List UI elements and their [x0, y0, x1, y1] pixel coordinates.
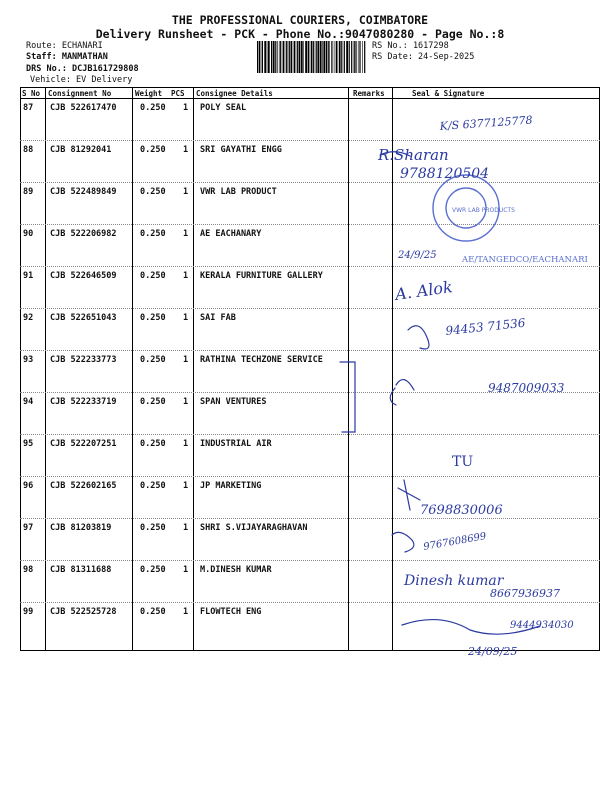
cell-consignment: CJB 522651043: [50, 313, 117, 323]
cell-consignee: KERALA FURNITURE GALLERY: [200, 271, 323, 281]
cell-consignee: SHRI S.VIJAYARAGHAVAN: [200, 523, 308, 533]
cell-consignment: CJB 522489849: [50, 187, 117, 197]
cell-consignment: CJB 81203819: [50, 523, 112, 533]
company-title: THE PROFESSIONAL COURIERS, COIMBATORE: [171, 13, 429, 27]
col-header-remarks: Remarks: [353, 89, 385, 98]
col-header-signature: Seal & Signature: [412, 89, 485, 98]
cell-consignee: INDUSTRIAL AIR: [200, 439, 272, 449]
cell-pcs: 1: [183, 103, 189, 113]
staff-label: Staff: MANMATHAN: [26, 52, 108, 62]
cell-consignee: JP MARKETING: [200, 481, 262, 491]
sig-99-date: 24/09/25: [468, 645, 518, 658]
col-header-consignee: Consignee Details: [196, 89, 273, 98]
cell-sno: 94: [23, 397, 34, 407]
col-header-consignment: Consignment No: [48, 89, 112, 98]
cell-weight: 0.250: [140, 481, 166, 491]
cell-pcs: 1: [183, 523, 189, 533]
cell-weight: 0.250: [140, 229, 166, 239]
cell-sno: 96: [23, 481, 34, 491]
col-header-sno: S No: [22, 89, 41, 98]
cell-sno: 95: [23, 439, 34, 449]
cell-sno: 98: [23, 565, 34, 575]
cell-weight: 0.250: [140, 565, 166, 575]
cell-consignee: AE EACHANARY: [200, 229, 262, 239]
sig-95: TU: [452, 454, 474, 470]
sig-93-94: 9487009033: [488, 381, 565, 395]
sig-97: 9767608699: [422, 531, 488, 553]
route-label: Route: ECHANARI: [26, 41, 103, 51]
cell-consignee: SAI FAB: [200, 313, 236, 323]
cell-consignee: SPAN VENTURES: [200, 397, 267, 407]
cell-sno: 87: [23, 103, 34, 113]
sig-98-phone: 8667936937: [490, 587, 560, 600]
cell-sno: 93: [23, 355, 34, 365]
sig-92: 94453 71536: [444, 315, 527, 338]
cell-weight: 0.250: [140, 397, 166, 407]
cell-pcs: 1: [183, 397, 189, 407]
drs-number: DRS No.: DCJB161729808: [26, 64, 139, 74]
cell-consignment: CJB 522207251: [50, 439, 117, 449]
cell-pcs: 1: [183, 355, 189, 365]
cell-weight: 0.250: [140, 439, 166, 449]
cell-weight: 0.250: [140, 313, 166, 323]
sig-96: 7698830006: [420, 503, 503, 518]
sig-87: K/S 6377125778: [439, 113, 533, 133]
cell-pcs: 1: [183, 271, 189, 281]
cell-consignee: RATHINA TECHZONE SERVICE: [200, 355, 323, 365]
cell-consignment: CJB 81311688: [50, 565, 112, 575]
sig-88-name: R.Sharan: [378, 146, 449, 164]
cell-sno: 91: [23, 271, 34, 281]
sig-91: A. Alok: [393, 277, 454, 304]
col-header-weight: Weight: [135, 89, 163, 98]
rs-date: RS Date: 24-Sep-2025: [372, 52, 475, 62]
cell-consignee: SRI GAYATHI ENGG: [200, 145, 282, 155]
cell-weight: 0.250: [140, 187, 166, 197]
cell-weight: 0.250: [140, 103, 166, 113]
cell-sno: 88: [23, 145, 34, 155]
cell-sno: 99: [23, 607, 34, 617]
stamp-text: VWR LAB PRODUCTS: [452, 207, 515, 214]
vehicle-label: Vehicle: EV Delivery: [30, 75, 133, 85]
rs-number: RS No.: 1617298: [372, 41, 449, 51]
cell-sno: 90: [23, 229, 34, 239]
col-header-pcs: PCS: [171, 89, 185, 98]
sig-98-name: Dinesh kumar: [404, 573, 504, 589]
cell-pcs: 1: [183, 607, 189, 617]
cell-consignment: CJB 522525728: [50, 607, 117, 617]
cell-consignment: CJB 522233719: [50, 397, 117, 407]
cell-consignment: CJB 522617470: [50, 103, 117, 113]
runsheet-table: [20, 87, 600, 650]
cell-sno: 97: [23, 523, 34, 533]
cell-sno: 89: [23, 187, 34, 197]
cell-pcs: 1: [183, 313, 189, 323]
cell-pcs: 1: [183, 439, 189, 449]
cell-pcs: 1: [183, 481, 189, 491]
cell-sno: 92: [23, 313, 34, 323]
cell-consignee: VWR LAB PRODUCT: [200, 187, 277, 197]
cell-consignee: M.DINESH KUMAR: [200, 565, 272, 575]
cell-consignment: CJB 522602165: [50, 481, 117, 491]
barcode-icon: [257, 41, 367, 73]
cell-weight: 0.250: [140, 523, 166, 533]
cell-consignment: CJB 522233773: [50, 355, 117, 365]
cell-consignee: POLY SEAL: [200, 103, 247, 113]
cell-consignment: CJB 522646509: [50, 271, 117, 281]
runsheet-subtitle: Delivery Runsheet - PCK - Phone No.:9047080280 - Page No.:8: [95, 27, 505, 41]
sig-99-phone: 9444934030: [510, 620, 574, 631]
cell-weight: 0.250: [140, 607, 166, 617]
sig-90-date: 24/9/25: [398, 250, 437, 261]
cell-pcs: 1: [183, 565, 189, 575]
cell-pcs: 1: [183, 145, 189, 155]
cell-consignment: CJB 81292041: [50, 145, 112, 155]
cell-consignee: FLOWTECH ENG: [200, 607, 262, 617]
stamp-90: AE/TANGEDCO/EACHANARI: [462, 255, 588, 265]
cell-pcs: 1: [183, 187, 189, 197]
sig-88-phone: 9788120504: [400, 166, 490, 182]
cell-weight: 0.250: [140, 355, 166, 365]
cell-weight: 0.250: [140, 271, 166, 281]
cell-weight: 0.250: [140, 145, 166, 155]
cell-pcs: 1: [183, 229, 189, 239]
cell-consignment: CJB 522206982: [50, 229, 117, 239]
